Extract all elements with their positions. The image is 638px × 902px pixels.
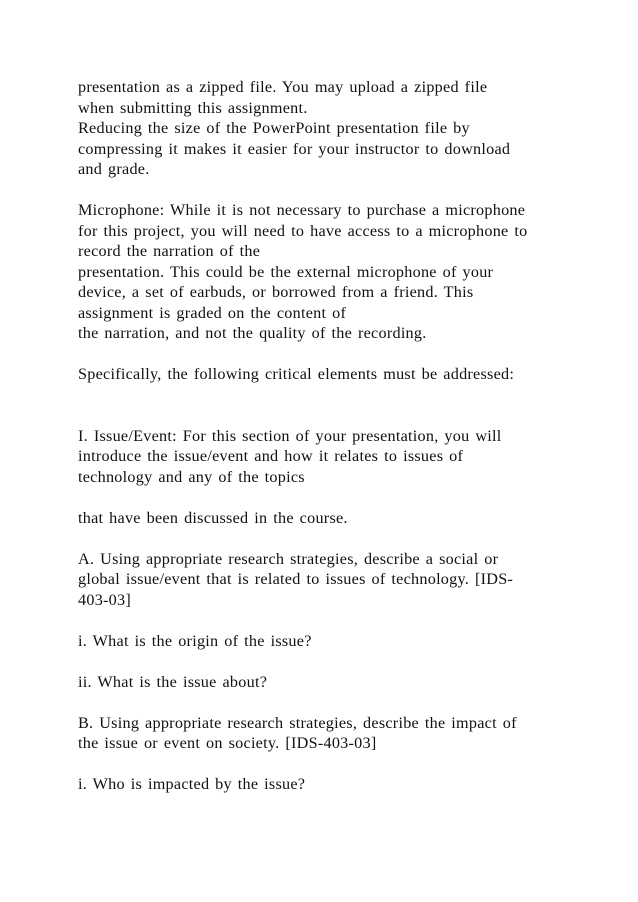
text-line: assignment is graded on the content of (78, 304, 347, 322)
text-line: that have been discussed in the course. (78, 509, 348, 527)
text-line: Reducing the size of the PowerPoint presentation file by (78, 119, 470, 137)
text-line: B. Using appropriate research strategies, describe the impact of (78, 714, 517, 732)
text-line: i. What is the origin of the issue? (78, 632, 312, 650)
text-line: the narration, and not the quality of the recording. (78, 324, 427, 342)
text-line: compressing it makes it easier for your instructor to download (78, 140, 511, 158)
text-line: i. Who is impacted by the issue? (78, 775, 306, 793)
text-line: device, a set of earbuds, or borrowed from a friend. This (78, 283, 474, 301)
text-line: introduce the issue/event and how it relates to issues of (78, 447, 464, 465)
text-line: presentation as a zipped file. You may upload a zipped file (78, 78, 488, 96)
text-line: the issue or event on society. [IDS-403-03] (78, 734, 377, 752)
text-line: technology and any of the topics (78, 468, 305, 486)
text-line: for this project, you will need to have access to a microphone to (78, 222, 528, 240)
text-line: ii. What is the issue about? (78, 673, 268, 691)
text-line: Specifically, the following critical elements must be addressed: (78, 365, 515, 383)
text-line: record the narration of the (78, 242, 261, 260)
text-line: presentation. This could be the external microphone of your (78, 263, 494, 281)
text-line: and grade. (78, 160, 150, 178)
text-line: I. Issue/Event: For this section of your presentation, you will (78, 427, 502, 445)
text-line: Microphone: While it is not necessary to purchase a microphone (78, 201, 526, 219)
text-line: A. Using appropriate research strategies, describe a social or (78, 550, 499, 568)
text-line: 403-03] (78, 591, 131, 609)
text-line: when submitting this assignment. (78, 99, 308, 117)
text-line: global issue/event that is related to issues of technology. [IDS- (78, 570, 514, 588)
